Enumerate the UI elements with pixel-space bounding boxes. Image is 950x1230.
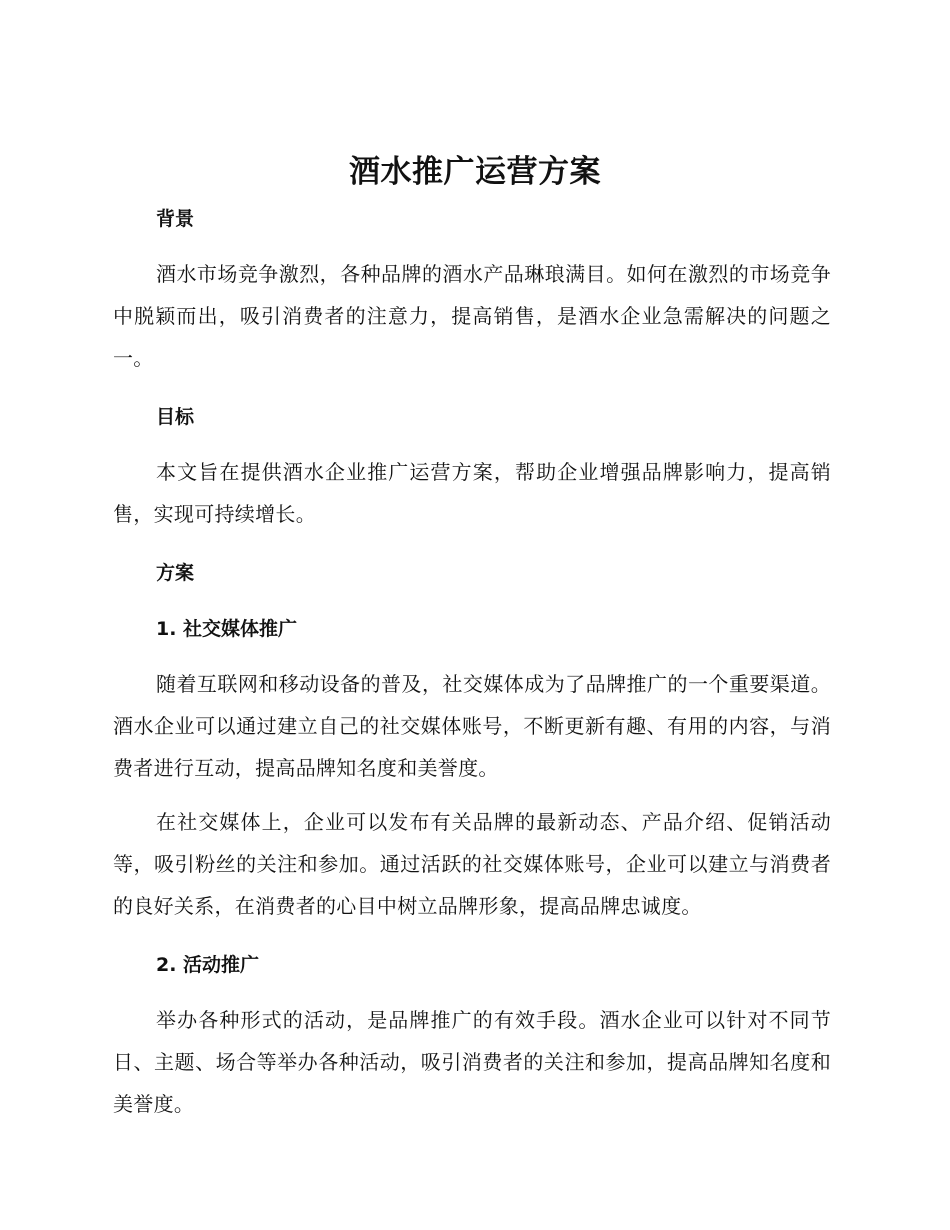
page-title: 酒水推广运营方案: [349, 154, 601, 190]
paragraph-events: 举办各种形式的活动，是品牌推广的有效手段。酒水企业可以针对不同节日、主题、场合等举办各种活动，吸引消费者的关注和参加，提高品牌知名度和美誉度。: [113, 1008, 831, 1116]
paragraph-social-media-2: 在社交媒体上，企业可以发布有关品牌的最新动态、产品介绍、促销活动等，吸引粉丝的关注和参加。通过活跃的社交媒体账号，企业可以建立与消费者的良好关系，在消费者的心目中树立品牌形象，提高品牌忠诚度。: [113, 810, 831, 918]
paragraph-goal: 本文旨在提供酒水企业推广运营方案，帮助企业增强品牌影响力，提高销售，实现可持续增长。: [113, 460, 831, 526]
section-heading-plan: 方案: [156, 562, 195, 584]
section-heading-social-media: 1. 社交媒体推广: [156, 618, 298, 640]
paragraph-background: 酒水市场竞争激烈，各种品牌的酒水产品琳琅满目。如何在激烈的市场竞争中脱颖而出，吸引消费者的注意力，提高销售，是酒水企业急需解决的问题之一。: [113, 262, 831, 370]
document-body: [113, 203, 831, 1125]
paragraph-social-media-1: 随着互联网和移动设备的普及，社交媒体成为了品牌推广的一个重要渠道。酒水企业可以通过建立自己的社交媒体账号，不断更新有趣、有用的内容，与消费者进行互动，提高品牌知名度和美誉度。: [113, 672, 831, 780]
section-heading-goal: 目标: [156, 406, 195, 428]
section-heading-background: 背景: [156, 208, 195, 230]
section-heading-events: 2. 活动推广: [156, 954, 260, 976]
